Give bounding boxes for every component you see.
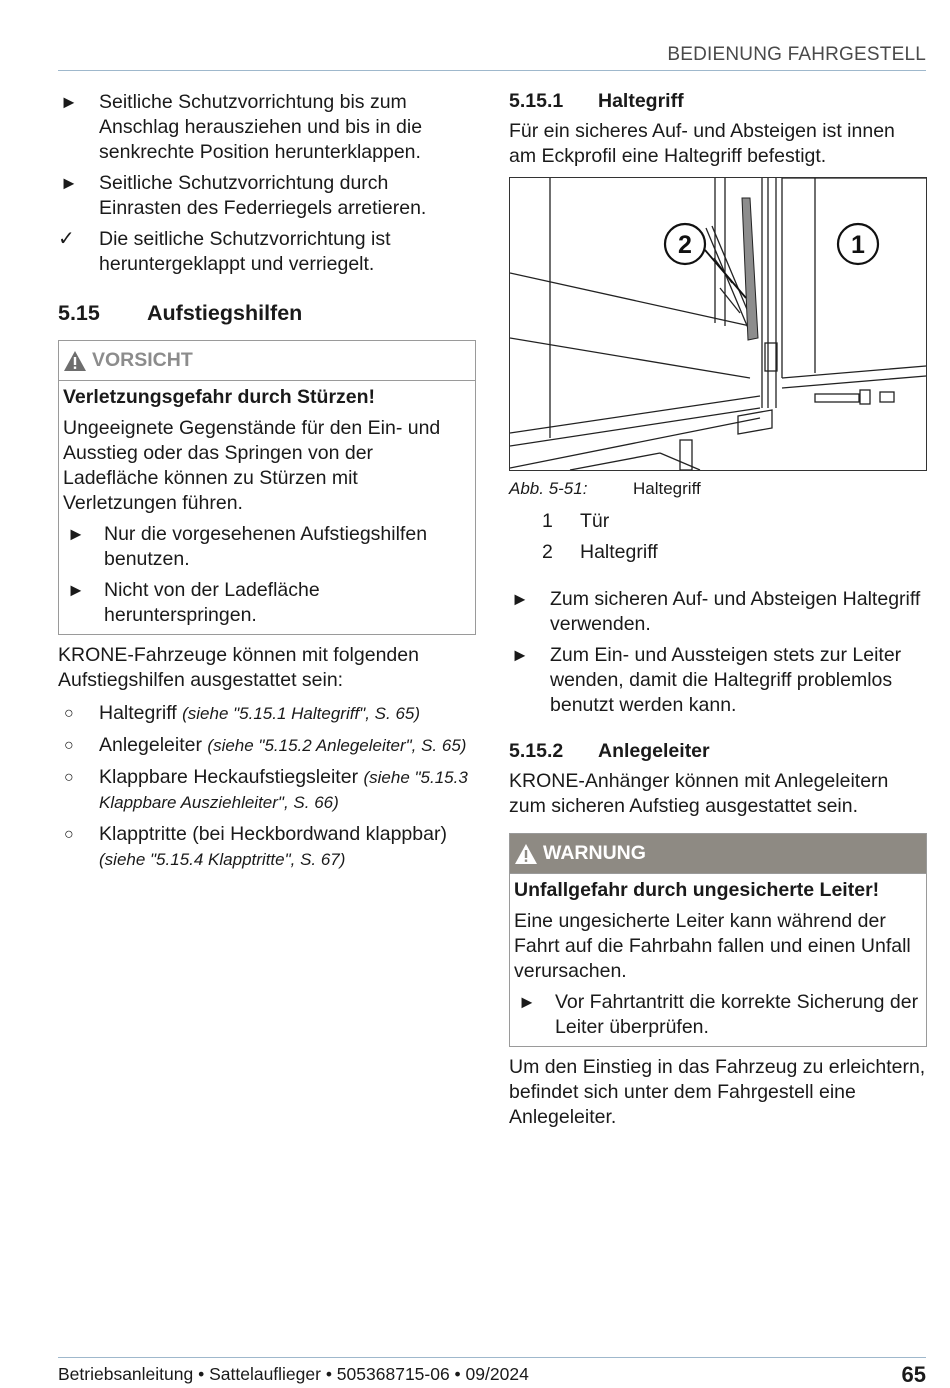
list-item (58, 701, 476, 726)
callout-label-1: 1 (851, 231, 865, 259)
warning-header (510, 834, 926, 874)
cross-reference-link[interactable]: (siehe "5.15.3 Klappbare Ausziehleiter", S. 66) (99, 768, 468, 812)
caption-text: Haltegriff (633, 479, 701, 498)
list-item (58, 733, 476, 758)
arrow-marker-icon: ► (60, 173, 78, 193)
circle-bullet-icon: ○ (64, 737, 74, 754)
header-title: BEDIENUNG FAHRGESTELL (667, 44, 926, 65)
caution-label: VORSICHT (92, 349, 193, 371)
warning-step-text: Vor Fahrtantritt die korrekte Sicherung der Leiter überprüfen. (555, 991, 919, 1038)
subsection-title: Haltegriff (598, 90, 684, 112)
caution-body (59, 381, 475, 634)
warning-triangle-icon (63, 350, 87, 372)
legend-number: 1 (542, 510, 553, 532)
subsection-number: 5.15.1 (509, 90, 564, 112)
subsection-text: KRONE-Anhänger können mit Anlegeleitern zum sicheren Aufstieg ausgestattet sein. (509, 770, 889, 817)
legend-item (509, 540, 927, 565)
check-marker-icon: ✓ (58, 228, 75, 250)
caution-header (59, 341, 475, 381)
caution-step-text: Nicht von der Ladefläche herunterspringen. (104, 579, 320, 626)
subsection-heading (509, 90, 927, 113)
cross-reference-link[interactable]: (siehe "5.15.2 Anlegeleiter", S. 65) (207, 736, 467, 755)
result-text: Die seitliche Schutzvorrichtung ist heruntergeklappt und verriegelt. (99, 228, 391, 275)
caution-step (63, 578, 471, 628)
warning-label: WARNUNG (543, 842, 646, 864)
figure-haltegriff (509, 177, 927, 471)
circle-bullet-icon: ○ (64, 769, 74, 786)
subsection-heading (509, 740, 927, 763)
arrow-marker-icon: ► (518, 992, 536, 1012)
callout-markers (665, 224, 878, 298)
legend-item (509, 509, 927, 534)
trailer-corner-illustration (510, 178, 926, 470)
step-item (58, 171, 476, 221)
list-item-text: Klapptritte (bei Heckbordwand klappbar) (99, 823, 447, 845)
step-text: Zum sicheren Auf- und Absteigen Haltegriff verwenden. (550, 588, 921, 635)
caption-label: Abb. 5-51: (509, 479, 588, 498)
intro-text: KRONE-Fahrzeuge können mit folgenden Aufstiegshilfen ausgestattet sein: (58, 644, 419, 691)
legend-text: Tür (580, 510, 610, 532)
legend-number: 2 (542, 541, 553, 563)
step-item (509, 587, 927, 637)
warning-title: Unfallgefahr durch ungesicherte Leiter! (514, 879, 880, 901)
right-column (509, 90, 927, 1130)
caution-box (58, 340, 476, 635)
arrow-marker-icon: ► (511, 589, 529, 609)
header-rule (58, 70, 926, 71)
left-column (58, 90, 476, 879)
callout-label-2: 2 (678, 231, 692, 259)
section-number: 5.15 (58, 301, 100, 325)
step-item (58, 90, 476, 165)
footer-rule (58, 1357, 926, 1358)
step-text: Seitliche Schutzvorrichtung durch Einrasten des Federriegels arretieren. (99, 172, 427, 219)
result-item (58, 227, 476, 277)
section-title: Aufstiegshilfen (147, 301, 303, 325)
circle-bullet-icon: ○ (64, 826, 74, 843)
list-item-text: Anlegeleiter (99, 734, 208, 756)
warning-text: Eine ungesicherte Leiter kann während der Fahrt auf die Fahrbahn fallen und einen Unfall verursachen. (514, 910, 911, 982)
caution-step (63, 522, 471, 572)
step-text: Zum Ein- und Aussteigen stets zur Leiter wenden, damit die Haltegriff problemlos benutzt werden kann. (550, 644, 902, 716)
figure-caption (509, 479, 927, 499)
arrow-marker-icon: ► (60, 92, 78, 112)
closing-text: Um den Einstieg in das Fahrzeug zu erleichtern, befindet sich unter dem Fahrgestell eine Anlegeleiter. (509, 1056, 926, 1128)
legend-text: Haltegriff (580, 541, 658, 563)
warning-step (514, 990, 922, 1040)
step-text: Seitliche Schutzvorrichtung bis zum Anschlag herausziehen und bis in die senkrechte Position herunterklappen. (99, 91, 423, 163)
list-item-text: Klappbare Heckaufstiegsleiter (99, 766, 364, 788)
subsection-title: Anlegeleiter (598, 740, 710, 762)
warning-box (509, 833, 927, 1047)
list-item (58, 822, 476, 872)
circle-bullet-icon: ○ (64, 705, 74, 722)
arrow-marker-icon: ► (67, 580, 85, 600)
warning-body (510, 874, 926, 1046)
cross-reference-link[interactable]: (siehe "5.15.4 Klapptritte", S. 67) (99, 850, 346, 869)
arrow-marker-icon: ► (511, 645, 529, 665)
step-item (509, 643, 927, 718)
cross-reference-link[interactable]: (siehe "5.15.1 Haltegriff", S. 65) (182, 704, 421, 723)
page-number: 65 (901, 1362, 926, 1387)
list-item (58, 765, 476, 815)
arrow-marker-icon: ► (67, 524, 85, 544)
list-item-text: Haltegriff (99, 702, 183, 724)
warning-triangle-icon (514, 843, 538, 865)
subsection-text: Für ein sicheres Auf- und Absteigen ist innen am Eckprofil eine Haltegriff befestigt. (509, 120, 895, 167)
subsection-number: 5.15.2 (509, 740, 564, 762)
caution-title: Verletzungsgefahr durch Stürzen! (63, 386, 376, 408)
caution-step-text: Nur die vorgesehenen Aufstiegshilfen benutzen. (104, 523, 428, 570)
footer-text: Betriebsanleitung • Sattelauflieger • 505368715-06 • 09/2024 (58, 1364, 529, 1384)
section-heading (58, 301, 476, 326)
caution-text: Ungeeignete Gegenstände für den Ein- und Ausstieg oder das Springen von der Ladefläche können zu Stürzen mit Verletzungen führen. (63, 417, 441, 514)
